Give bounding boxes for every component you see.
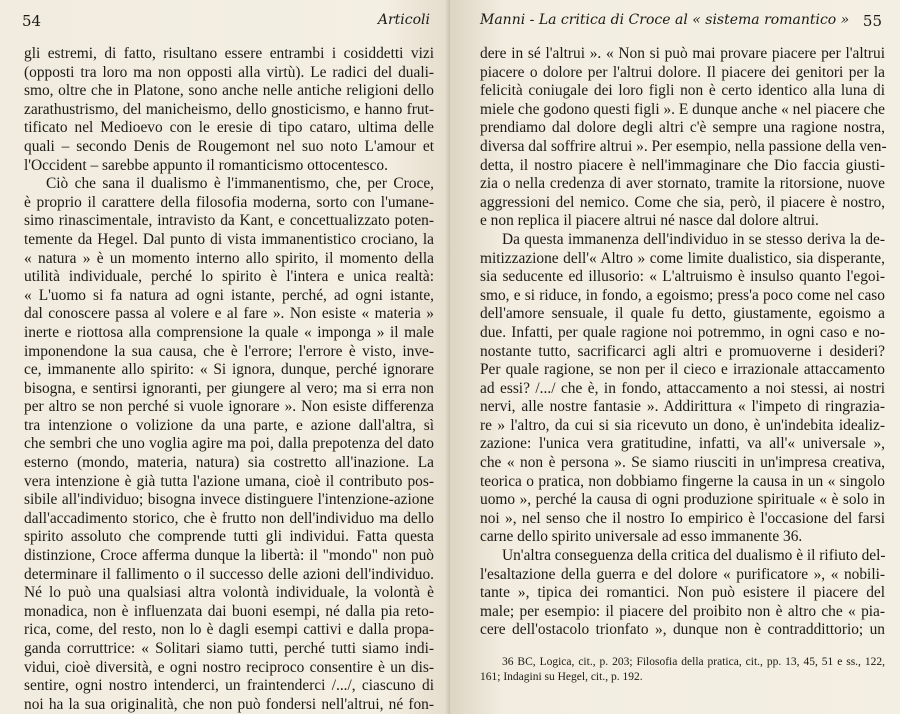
text-line: utilità individuale, perché lo spirito è l'intera e unica realtà:: [24, 268, 434, 286]
text-line: monadica, non è influenzata dai buoni esempi, né dalla pia reto-: [24, 602, 434, 620]
running-head: Articoli: [377, 12, 430, 28]
text-line: 36 BC, Logica, cit., p. 203; Filosofia della pratica, cit., pp. 13, 45, 51 e ss., 122,: [502, 656, 885, 668]
text-line: tante », tipica dei romantici. Non può esistere il piacere del: [480, 584, 885, 602]
text-line: tra intenzione o volizione da una parte, e azione dall'altra, sì: [24, 416, 434, 434]
text-line: diversa dal soffrire altrui ». Per esempio, nella passione della ven-: [480, 137, 887, 155]
text-line: smo, oltre che in Platone, sono anche nelle antiche religioni dello: [24, 82, 434, 100]
running-head: Manni - La critica di Croce al « sistema romantico »: [480, 12, 850, 28]
text-line: rica, come, del resto, non lo è dagli esempi cattivi e dalla propa-: [24, 621, 434, 639]
text-line: è proprio il carattere della filosofia moderna, sorto con l'umane-: [24, 193, 434, 211]
text-line: carne dello spirito universale ad esso immanente 36.: [480, 528, 803, 546]
text-line: zarathustrismo, del manicheismo, dello gnosticismo, e hanno frut-: [24, 100, 434, 118]
text-line: « L'uomo si fa natura ad ogni istante, perché, ad ogni istante,: [24, 286, 434, 304]
body-text: [24, 45, 434, 714]
text-line: zazione: l'unica vera gratitudine, infatti, va all'« universale »,: [480, 435, 885, 453]
text-line: gli estremi, di fatto, risultano essere entrambi i cosiddetti vizi: [24, 45, 434, 62]
text-line: esterno (mondo, materia, natura) sia costretto all'inazione. La: [24, 454, 434, 472]
text-line: e non replica il piacere altrui né nasce dal dolore altrui.: [480, 212, 819, 230]
text-line: uomo », perché la causa di ogni produzione spirituale « è solo in: [480, 491, 885, 509]
text-line: che « non è persona ». Se siamo riusciti in un'impresa creativa,: [480, 454, 885, 472]
text-line: per altro se non perché si vuole ignorare ». Non esiste differenza: [24, 398, 434, 416]
page-number: 54: [22, 12, 42, 30]
text-line: l'Occident – sarebbe appunto il romanticismo ottocentesco.: [24, 156, 388, 174]
text-line: spirito assoluto che comprende tutti gli individui. Fatta questa: [24, 528, 434, 546]
text-line: simo rinascimentale, intravisto da Kant, e concettualizzato poten-: [24, 212, 434, 230]
text-line: dere in sé l'altrui ». « Non si può mai provare piacere per l'altrui: [480, 45, 885, 62]
text-line: ce, immanente allo spirito: « Si ignora, dunque, perché ignorare: [24, 361, 434, 379]
text-line: noi », nel senso che il nostro Io empirico è l'occasione del farsi: [480, 509, 885, 527]
text-line: inerte e riottosa alla comprensione la quale « imponga » il male: [24, 323, 434, 341]
text-line: vidui, cioè diversità, e ogni nostro reciproco consentire è un dis-: [24, 658, 434, 676]
text-line: Ciò che sana il dualismo è l'immanentismo, che, per Croce,: [46, 175, 434, 193]
footnote: [480, 655, 885, 684]
text-line: quali – secondo Denis de Rougemont nel suo noto L'amour et: [24, 137, 434, 155]
text-line: sibile all'individuo; bisogna invece distinguere l'intenzione-azione: [24, 491, 434, 509]
text-line: determinare il fallimento o il successo delle azioni dell'individuo.: [24, 565, 434, 583]
text-line: temente da Hegel. Dal punto di vista immanentistico crociano, la: [24, 230, 434, 248]
text-line: due. Infatti, per quale ragione noi potremmo, in ogni caso e no-: [480, 323, 885, 341]
text-line: ad essi? /.../ che è, in fondo, attaccamento a noi stessi, ai nostri: [480, 379, 885, 397]
text-line: 161; Indagini su Hegel, cit., p. 192.: [480, 670, 643, 683]
text-line: che sembri che uno voglia agire ma poi, dalla prepotenza del dato: [24, 435, 434, 453]
text-line: aggressioni del nemico. Come che sia, però, il piacere è nostro,: [480, 193, 885, 211]
text-line: imponendone la sua causa, che è l'errore; l'errore è visto, inve-: [24, 342, 434, 360]
text-line: sia seducente ed illusorio: « L'altruismo è insulso quanto l'egoi-: [480, 268, 885, 286]
text-line: nostante tutto, sacrificarci agli altri e promuoverne i desideri?: [480, 342, 885, 360]
text-line: Né lo può una qualsiasi altra volontà individuale, la volontà è: [24, 584, 434, 602]
text-line: miele che godono questi figli ». E dunque anche « nel piacere che: [480, 100, 885, 118]
text-line: l'esaltazione della guerra e del dolore « purificatore », « nobili-: [480, 565, 885, 583]
text-line: dal conoscere passa al volere e al fare ». Non esiste « materia »: [24, 305, 434, 323]
text-line: bisogna, e sentirsi ignoranti, per giungere al vero; ma si erra non: [24, 379, 434, 397]
text-line: piacere o dolore per l'altrui dolore. Il piacere dei genitori per la: [480, 63, 885, 81]
text-line: dell'amore sensuale, il quale fu detto, giustamente, egoismo a: [480, 305, 885, 323]
text-line: mitizzazione dell'« Altro » come limite dualistico, sia disperante,: [480, 249, 885, 267]
text-line: male; per esempio: il piacere del proibito non è altro che « pia-: [480, 602, 885, 620]
text-line: detta, il nostro piacere è nell'immaginare che Dio faccia giusti-: [480, 156, 885, 174]
text-line: Da questa immanenza dell'individuo in se stesso deriva la de-: [502, 230, 885, 248]
text-line: re » l'altro, da cui si sia ricevuto un dono, è un'indebita idealiz-: [480, 416, 885, 434]
text-line: dall'accadimento storico, che è frutto non dell'individuo ma dello: [24, 509, 434, 527]
text-line: teorica o pratica, non dobbiamo fingerne la causa in un « singolo: [480, 472, 885, 490]
right-page: [450, 0, 900, 714]
text-line: Un'altra conseguenza della critica del dualismo è il rifiuto del-: [502, 547, 886, 565]
text-line: « natura » è un momento interno allo spirito, il momento della: [24, 249, 434, 267]
text-line: Per quale ragione, se non per il cieco e irrazionale attaccamento: [480, 361, 885, 379]
text-line: sentire, ogni nostro intenderci, un fraintenderci /.../, ciascuno di: [24, 677, 434, 695]
text-line: tificato nel Medioevo con le eresie di tipo cataro, ultima delle: [24, 119, 434, 137]
text-line: (opposti tra loro ma non opposti alla virtù). Le radici del duali-: [24, 63, 434, 81]
text-line: distinzione, Croce afferma dunque la libertà: il "mondo" non può: [24, 547, 434, 565]
text-line: nervi, alle nostre fantasie ». Addirittura « l'impeto di ringrazia-: [480, 398, 885, 416]
text-line: smo, e si riduce, in fondo, a egoismo; press'a poco come nel caso: [480, 286, 885, 304]
text-line: cere dell'ostacolo trionfato », dunque non è contraddittorio; un: [480, 621, 885, 639]
text-line: prendiamo dal dolore degli altri c'è sempre una ragione nostra,: [480, 119, 885, 137]
body-text: [480, 45, 885, 640]
text-line: vera intenzione è già tutta l'azione umana, cioè il contributo pos-: [24, 472, 434, 490]
text-line: zia o nella credenza di aver stornato, tramite la ritorsione, nuove: [480, 175, 885, 193]
text-line: noi ha la sua originalità, che non può fondersi nell'altrui, né fon-: [24, 695, 434, 713]
text-line: ganda corruttrice: « Solitari siamo tutti, perché tutti siamo indi-: [24, 640, 434, 657]
text-line: felicità coniugale dei loro figli non è certo identico alla luna di: [480, 82, 885, 100]
page-number: 55: [862, 12, 882, 30]
